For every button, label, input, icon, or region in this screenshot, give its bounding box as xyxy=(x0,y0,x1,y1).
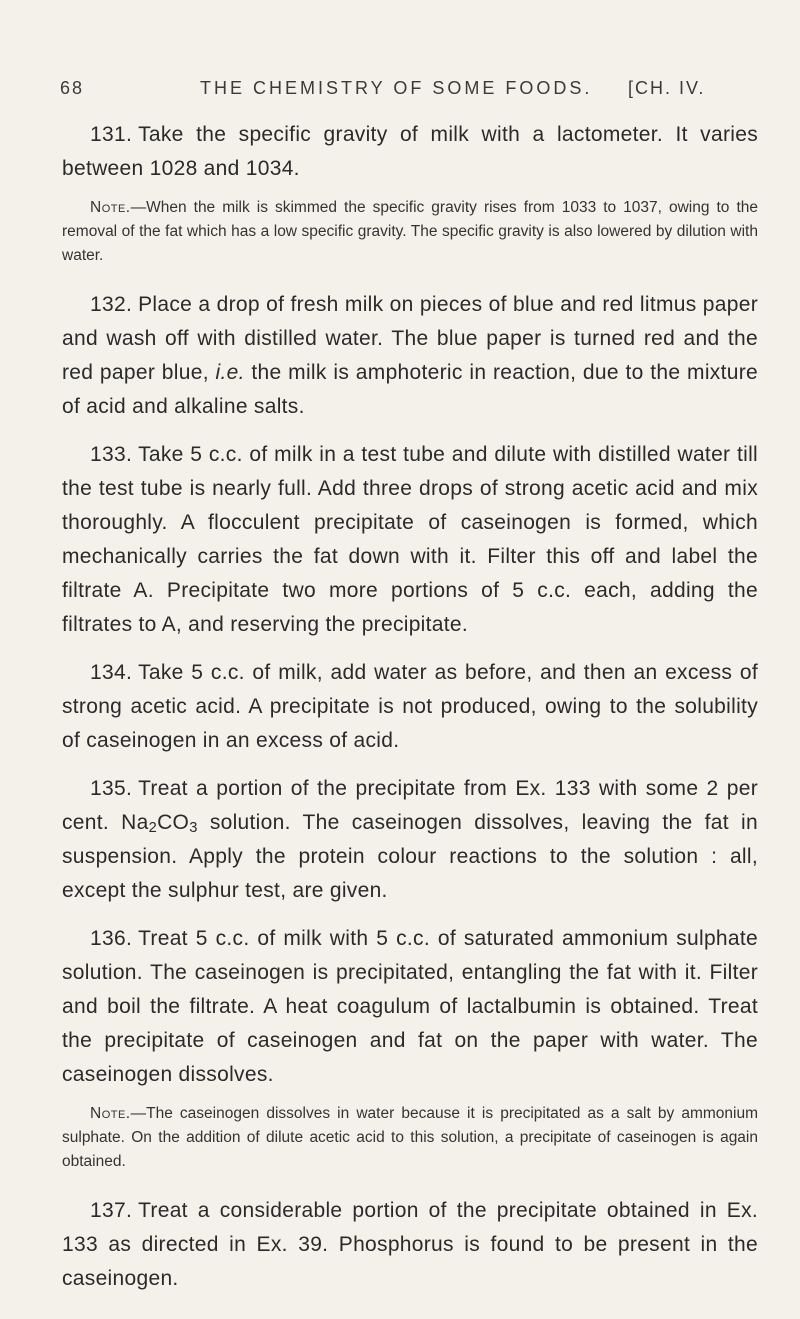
exercise-text: Take 5 c.c. of milk in a test tube and dilute with distilled water till the test tube is nearly full. Add three drops of strong acetic acid and mix thoroughly. A flocculent precipitate of caseinogen is formed, which mechanically carries the fat down with it. Filter this off and label the filtrate A. Precipitate two more portions of 5 c.c. each, adding the filtrates to A, and reserving the precipitate. xyxy=(62,443,758,636)
exercise-number: 134. xyxy=(90,661,133,684)
exercise-text: Place a drop of fresh milk on pieces of blue and red litmus paper and wash off with distilled water. The blue paper is turned red and the red paper blue, xyxy=(62,293,758,384)
exercise-133 xyxy=(62,438,758,642)
note-131 xyxy=(62,196,758,268)
exercise-132 xyxy=(62,288,758,424)
exercise-number: 132. xyxy=(90,293,133,316)
exercise-text: Take 5 c.c. of milk, add water as before, and then an excess of strong acetic acid. A precipitate is not produced, owing to the solubility of caseinogen in an excess of acid. xyxy=(62,661,758,752)
running-header xyxy=(60,78,760,108)
exercise-text: Treat 5 c.c. of milk with 5 c.c. of saturated ammonium sulphate solution. The caseinogen is precipitated, entangling the fat with it. Filter and boil the filtrate. A heat coagulum of lactalbumin is obtained. Treat the precipitate of caseinogen and fat on the paper with water. The caseinogen dissolves. xyxy=(62,927,758,1086)
exercise-text: Treat a considerable portion of the precipitate obtained in Ex. 133 as directed in Ex. 39. Phosphorus is found to be present in the caseinogen. xyxy=(62,1199,758,1290)
running-title: THE CHEMISTRY OF SOME FOODS. xyxy=(200,78,593,98)
exercise-text-cont: solution. The caseinogen dissolves, leaving the fat in suspension. Apply the protein colour reactions to the solution : all, except the sulphur test, are given. xyxy=(62,811,758,902)
note-text: —When the milk is skimmed the specific gravity rises from 1033 to 1037, owing to the removal of the fat which has a low specific gravity. The specific gravity is also lowered by dilution with water. xyxy=(62,199,758,264)
exercise-number: 135. xyxy=(90,777,133,800)
note-label: Note. xyxy=(90,199,131,216)
chapter-label: [CH. IV. xyxy=(628,78,706,98)
formula-part: CO xyxy=(157,811,190,834)
subscript: 3 xyxy=(189,819,198,836)
exercise-number: 133. xyxy=(90,443,133,466)
exercise-text-cont: the milk is amphoteric in reaction, due to the mixture of acid and alkaline salts. xyxy=(62,361,758,418)
exercise-137 xyxy=(62,1194,758,1296)
exercise-131 xyxy=(62,118,758,186)
exercise-134 xyxy=(62,656,758,758)
note-text: —The caseinogen dissolves in water because it is precipitated as a salt by ammonium sulphate. On the addition of dilute acetic acid to this solution, a precipitate of caseinogen is again obtained. xyxy=(62,1105,758,1170)
note-136 xyxy=(62,1102,758,1174)
page-number: 68 xyxy=(60,78,85,98)
exercise-136 xyxy=(62,922,758,1092)
exercise-number: 136. xyxy=(90,927,133,950)
subscript: 2 xyxy=(148,819,158,836)
italic-ie: i.e. xyxy=(215,361,245,384)
exercise-text: Treat a portion of the precipitate from Ex. 133 with some 2 per cent. Na xyxy=(62,777,758,834)
note-label: Note. xyxy=(90,1105,131,1122)
page-body xyxy=(62,118,758,1310)
exercise-number: 131. xyxy=(90,123,133,146)
exercise-text: Take the specific gravity of milk with a lactometer. It varies between 1028 and 1034. xyxy=(62,123,758,180)
exercise-number: 137. xyxy=(90,1199,133,1222)
exercise-135 xyxy=(62,772,758,908)
